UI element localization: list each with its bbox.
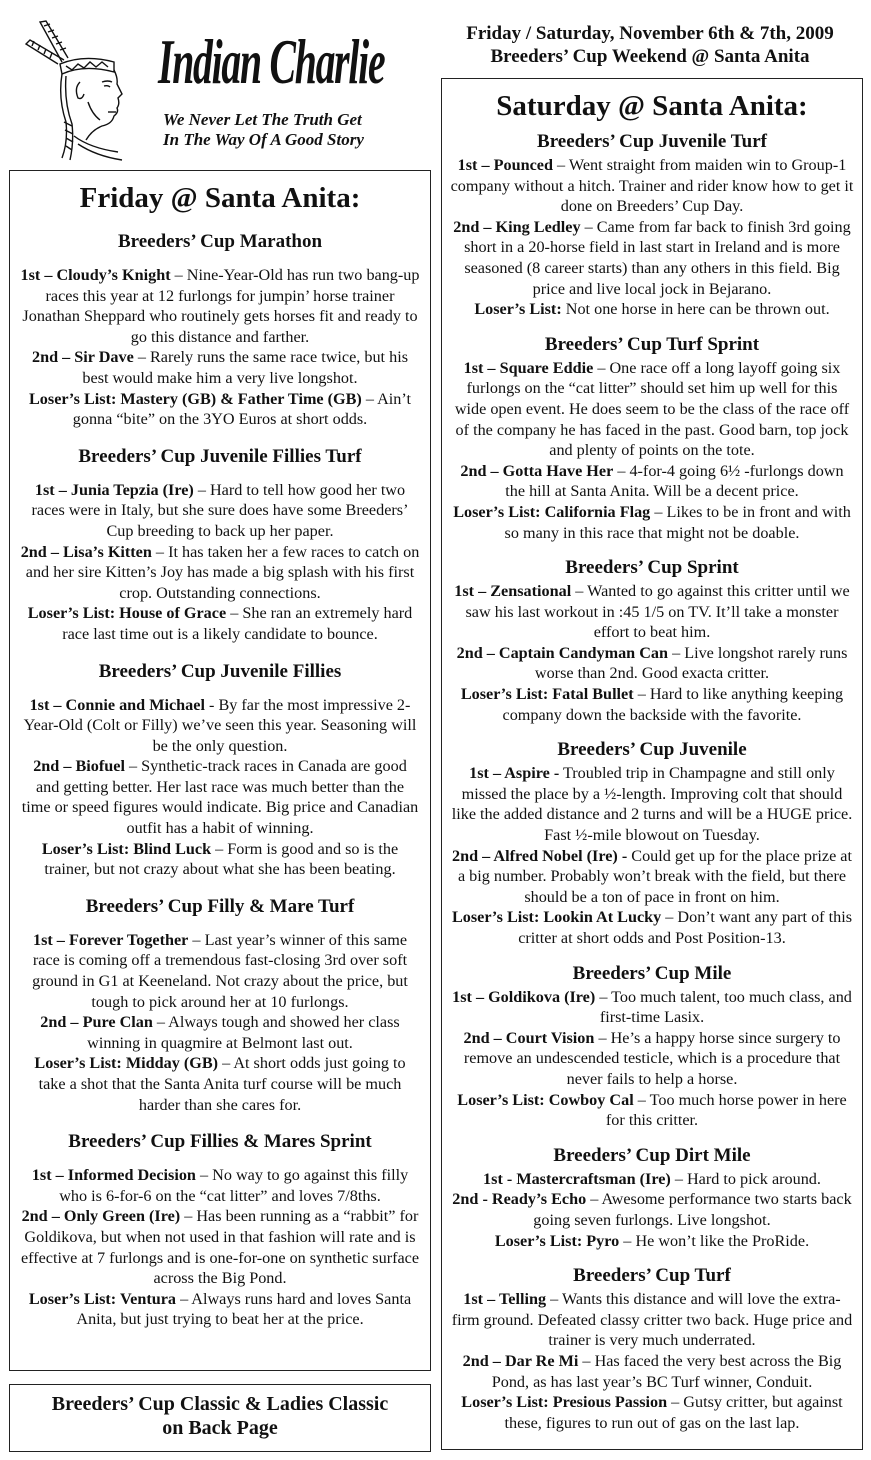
pick-label: 2nd – King Ledley — [453, 217, 581, 236]
pick-entry — [20, 930, 420, 1012]
pick-entry — [450, 1189, 854, 1230]
pick-text: Not one horse in here can be thrown out. — [561, 300, 830, 319]
pick-label: Loser’s List: House of Grace — [27, 604, 227, 623]
pick-entry — [450, 1090, 854, 1131]
pick-text: – 4-for-4 going 6½ -furlongs down the hill at Santa Anita. Will be a decent price. — [505, 461, 844, 501]
pick-entry — [450, 1392, 854, 1433]
pick-entry — [450, 1169, 854, 1190]
pick-text: – Wants this distance and will love the extra-firm ground. Defeated classy critter two back. Huge price and trainer is very much underrated. — [451, 1290, 853, 1350]
pick-label: 1st – Aspire - — [469, 764, 560, 783]
pick-text: – He won’t like the ProRide. — [619, 1231, 810, 1250]
race-section — [450, 131, 854, 320]
saturday-heading: Saturday @ Santa Anita: — [496, 90, 808, 122]
pick-text: – Always tough and showed her class winning in quagmire at Belmont last out. — [87, 1013, 400, 1052]
race-title: Breeders’ Cup Mile — [572, 962, 732, 984]
pick-text: – Has been running as a “rabbit” for Goldikova, but when not used in that fashion will rate and is effective at 7 furlongs and is one-for-one on synthetic surface across the Big Pond. — [20, 1207, 420, 1288]
race-title: Breeders’ Cup Turf — [573, 1265, 731, 1287]
saturday-column — [441, 78, 863, 1450]
pick-entry — [20, 839, 420, 880]
friday-column — [9, 170, 431, 1371]
pick-label: 2nd - Ready’s Echo — [452, 1190, 587, 1209]
pick-label: Loser’s List: Mastery (GB) & Father Time (GB) — [29, 389, 362, 408]
masthead-title: Indian Charlie — [158, 26, 385, 97]
pick-entry — [450, 461, 854, 502]
pick-text: – Wanted to go against this critter until we saw his last workout in :45 1/5 on TV. It’ll take a monster effort to beat him. — [465, 582, 850, 642]
pick-text: – Don’t want any part of this critter at short odds and Post Position-13. — [518, 908, 853, 947]
race-title: Breeders’ Cup Dirt Mile — [553, 1144, 751, 1166]
race-section — [20, 896, 420, 1115]
pick-text: – Hard to like anything keeping company down the backside with the favorite. — [502, 685, 844, 724]
tagline-line-1: We Never Let The Truth Get — [163, 110, 362, 129]
pick-label: 2nd – Court Vision — [463, 1028, 595, 1047]
pick-label: Loser’s List: — [474, 300, 562, 319]
race-section — [450, 1145, 854, 1251]
race-section — [450, 739, 854, 948]
pick-text: – Always runs hard and loves Santa Anita, but just trying to beat her at the price. — [76, 1289, 412, 1329]
pick-entry — [450, 155, 854, 217]
pick-text: - By far the most impressive 2-Year-Old (Colt or Filly) we’ve seen this year. Seasoning will be the only question. — [23, 695, 417, 755]
pick-text: – Hard to pick around. — [670, 1169, 821, 1188]
race-section — [20, 661, 420, 880]
race-section — [450, 334, 854, 543]
pick-label: Loser’s List: Midday (GB) — [34, 1054, 219, 1073]
pick-label: 1st – Telling — [463, 1290, 547, 1309]
pick-entry — [450, 358, 854, 461]
pick-label: 2nd – Dar Re Mi — [462, 1351, 579, 1370]
race-section — [20, 1131, 420, 1330]
friday-heading: Friday @ Santa Anita: — [79, 182, 361, 214]
issue-header — [432, 22, 868, 68]
pick-label: Loser’s List: Pyro — [494, 1231, 620, 1250]
pick-label: 2nd – Gotta Have Her — [460, 461, 614, 480]
pick-label: 2nd – Lisa’s Kitten — [20, 542, 152, 561]
pick-text: – Went straight from maiden win to Group-1 company without a hitch. Trainer and rider know how to get it done on Breeders’ Cup Day. — [450, 156, 854, 216]
race-section — [450, 1265, 854, 1433]
race-title: Breeders’ Cup Fillies & Mares Sprint — [68, 1131, 372, 1153]
pick-label: 1st – Square Eddie — [463, 358, 594, 377]
back-page-line-2: on Back Page — [162, 1417, 278, 1439]
pick-label: 1st – Pounced — [457, 156, 553, 174]
pick-text: Could get up for the place prize at a big number. Probably won’t break with the field, but there should be a ton of pace in front on him. — [457, 846, 852, 906]
pick-entry — [20, 1053, 420, 1115]
pick-entry — [20, 265, 420, 347]
pick-label: 1st – Connie and Michael — [29, 695, 205, 714]
issue-date-line: Friday / Saturday, November 6th & 7th, 2009 — [466, 23, 834, 44]
pick-entry — [20, 1012, 420, 1053]
pick-label: 2nd – Sir Dave — [32, 348, 134, 367]
pick-label: Loser’s List: Cowboy Cal — [457, 1090, 634, 1109]
race-section — [450, 963, 854, 1131]
pick-label: 1st – Cloudy’s Knight — [20, 266, 171, 284]
pick-entry — [20, 756, 420, 838]
pick-label: Loser’s List: California Flag — [453, 502, 651, 521]
pick-label: Loser’s List: Fatal Bullet — [460, 685, 634, 704]
pick-entry — [450, 763, 854, 845]
pick-entry — [450, 1231, 854, 1252]
pick-label: 1st – Zensational — [454, 582, 572, 601]
pick-label: 2nd – Captain Candyman Can — [456, 643, 669, 662]
race-title: Breeders’ Cup Filly & Mare Turf — [85, 895, 355, 917]
pick-text: – Form is good and so is the trainer, but not crazy about what she has been beating. — [44, 839, 399, 879]
pick-entry — [450, 299, 854, 320]
pick-entry — [450, 1028, 854, 1090]
pick-label: Loser’s List: Blind Luck — [41, 839, 212, 858]
race-title: Breeders’ Cup Marathon — [117, 231, 323, 252]
pick-text: – At short odds just going to take a shot that the Santa Anita turf course will be much harder than she cares for. — [38, 1054, 406, 1114]
pick-entry — [20, 389, 420, 430]
pick-entry — [450, 502, 854, 543]
race-section — [20, 231, 420, 430]
pick-label: 1st – Goldikova (Ire) — [452, 987, 596, 1006]
pick-entry — [450, 987, 854, 1028]
race-title: Breeders’ Cup Juvenile — [557, 739, 747, 761]
pick-text: – Has faced the very best across the Big Pond, as has last year’s BC Turf winner, Conduit. — [491, 1351, 842, 1391]
pick-entry — [450, 684, 854, 725]
masthead-tagline — [163, 110, 423, 150]
pick-entry — [450, 1351, 854, 1392]
race-title: Breeders’ Cup Juvenile Turf — [537, 131, 767, 152]
friday-race-list — [20, 231, 420, 1330]
pick-label: 2nd – Biofuel — [33, 757, 125, 776]
pick-entry — [20, 347, 420, 388]
pick-entry — [20, 1165, 420, 1206]
pick-label: 1st – Junia Tepzia (Ire) — [34, 480, 194, 499]
pick-text: – He’s a happy horse since surgery to remove an undescended testicle, which is a procedure that never fails to help a horse. — [463, 1028, 841, 1088]
pick-label: 1st – Informed Decision — [31, 1166, 196, 1185]
race-title: Breeders’ Cup Sprint — [565, 557, 739, 579]
pick-text: – Rarely runs the same race twice, but his best would make him a very live longshot. — [82, 348, 408, 387]
pick-label: Loser’s List: Presious Passion — [461, 1393, 668, 1412]
indian-head-logo-icon — [22, 18, 134, 164]
tagline-line-2: In The Way Of A Good Story — [163, 130, 364, 149]
pick-text: – Too much talent, too much class, and first-time Lasix. — [595, 987, 852, 1027]
pick-entry — [20, 1289, 420, 1330]
pick-entry — [450, 907, 854, 948]
issue-event-line: Breeders’ Cup Weekend @ Santa Anita — [490, 46, 810, 67]
pick-label: 1st - Mastercraftsman (Ire) — [483, 1169, 671, 1188]
pick-entry — [20, 603, 420, 644]
pick-text: – No way to go against this filly who is 6-for-6 on the “cat litter” and loves 7/8ths. — [59, 1166, 409, 1205]
pick-text: – Hard to tell how good her two races were in Italy, but she sure does have some Breeders’ Cup breeding to back up her paper. — [31, 480, 409, 540]
race-section — [450, 557, 854, 725]
pick-text: – She ran an extremely hard race last time out is a likely candidate to bounce. — [62, 604, 413, 643]
back-page-notice — [9, 1384, 431, 1452]
pick-text: – It has taken her a few races to catch on and her sire Kitten’s Joy has made a big splash with his first crop. Outstanding connections. — [25, 542, 420, 602]
pick-label: 2nd – Pure Clan — [40, 1013, 153, 1032]
pick-entry — [20, 480, 420, 542]
pick-text: – Likes to be in front and with so many in this race that might not be doable. — [504, 502, 851, 542]
pick-text: – Live longshot rarely runs worse than 2nd. Good exacta critter. — [534, 643, 848, 683]
pick-label: 2nd – Only Green (Ire) — [21, 1207, 181, 1226]
pick-text: – Last year’s winner of this same race is coming off a tremendous fast-closing 3rd over soft ground in G1 at Keeneland. Not crazy about the price, but tough to pick around her at 10 furlongs. — [32, 930, 408, 1011]
race-title: Breeders’ Cup Turf Sprint — [544, 333, 760, 355]
pick-entry — [20, 1206, 420, 1288]
back-page-line-1: Breeders’ Cup Classic & Ladies Classic — [51, 1393, 389, 1415]
pick-text: – Came from far back to finish 3rd going short in a 20-horse field in last start in Ireland and is more seasoned (8 career starts) than any others in this field. Big price and live local jock in Bejarano. — [464, 217, 851, 298]
pick-text: – Ain’t gonna “bite” on the 3YO Euros at short odds. — [72, 389, 411, 429]
race-title: Breeders’ Cup Juvenile Fillies Turf — [78, 445, 362, 467]
pick-entry — [20, 542, 420, 604]
pick-entry — [450, 643, 854, 684]
pick-text: – Too much horse power in here for this critter. — [605, 1090, 847, 1130]
pick-text: – Gutsy critter, but against these, figures to run out of gas on the last lap. — [504, 1393, 843, 1432]
pick-entry — [450, 846, 854, 908]
saturday-race-list — [450, 131, 854, 1433]
race-section — [20, 446, 420, 645]
pick-label: Loser’s List: Lookin At Lucky — [451, 908, 662, 927]
pick-entry — [450, 581, 854, 643]
pick-text: – Awesome performance two starts back going seven furlongs. Live longshot. — [533, 1190, 852, 1229]
pick-text: – Synthetic-track races in Canada are good and getting better. Her last race was much better than the time or speed figures would indicate. Big price and Canadian outfit has a habit of winning. — [21, 757, 419, 838]
pick-text: – One race off a long layoff going six furlongs on the “cat litter” should set him up well for this wide open event. He does seem to be the class of the race off of the company he has faced in the past. Good barn, top jock and plenty of points on the tote. — [454, 358, 850, 460]
pick-label: Loser’s List: Ventura — [28, 1289, 177, 1308]
pick-text: Troubled trip in Champagne and still only missed the place by a ½-length. Improving colt that should like the added distance and 2 turns and will be a HUGE price. Fast ½-mile blowout on Tuesday. — [451, 764, 853, 845]
pick-label: 1st – Forever Together — [32, 930, 189, 949]
pick-entry — [450, 217, 854, 299]
race-title: Breeders’ Cup Juvenile Fillies — [98, 660, 342, 682]
pick-text: – Nine-Year-Old has run two bang-up races this year at 12 furlongs for jumpin’ horse trainer Jonathan Sheppard who routinely gets horses fit and ready to go this distance and farther. — [22, 266, 420, 346]
pick-label: 2nd – Alfred Nobel (Ire) - — [452, 846, 628, 865]
pick-entry — [450, 1289, 854, 1351]
pick-entry — [20, 695, 420, 757]
